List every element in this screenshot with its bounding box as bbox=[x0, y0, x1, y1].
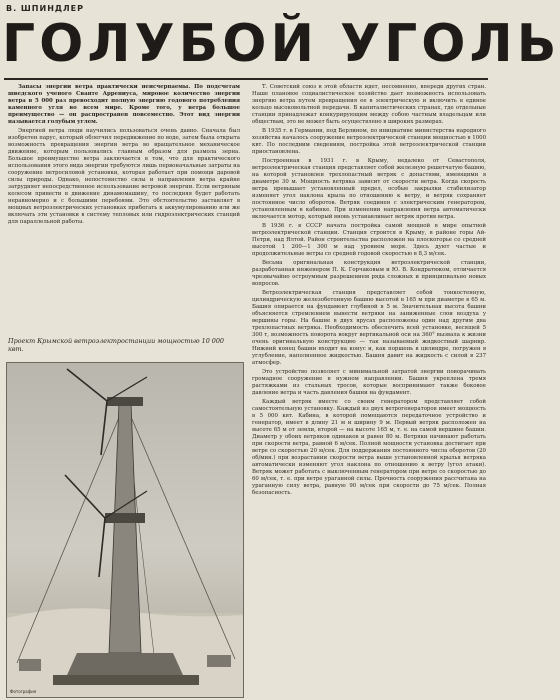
wind-station-illustration bbox=[6, 362, 244, 698]
body-paragraph: Весьма оригинальная конструкция ветроэлектрической станции, разработанная инженером П. К. Горчаковым и Ю. В. Кондратюком, отличается чрезвычайно остроумным разрешением ряда сложных и принципиально новых вопросов. bbox=[252, 260, 486, 287]
body-paragraph: Это устройство позволяет с минимальной затратой энергии поворачивать громадное сооружение в нужном направлении. Башня укреплена тремя растяжками из стальных тросов, которые воспринимают также боковое давление ветра и часть давления башни на фундамент. bbox=[252, 369, 486, 396]
body-paragraph: Построенная в 1931 г. в Крыму, недалеко от Севастополя, ветроэлектрическая станция представляет собой железную решетчатую башню, на которой установлен трехлопастный ветряк с допастями, имеющими в диаметре 30 м. Мощность ветряка зависит от скорости ветра. Когда скорость ветра превышает установленный предел, особые закрылки стабилизатор изменяет угол наклона крыла по отношению к ветру, и ветряк сохраняет постоянное число оборотов. Ветряк соединен с электрическим генератором, установленным в кабинке. При изменении направления ветра автоматически включается мотор, который вновь устанавливает ветряк против ветра. bbox=[252, 158, 486, 220]
lead-paragraph: Запасы энергии ветра практически неисчерпаемы. По подсчетам шведского ученого Сванте Аррениуса, мировое количество энергии ветра в 5 000 раз превосходит полную энергию годового потребления каменного угля во всем мире. Кроме того, у ветра большое преимущество — он распространен повсеместно. Этот вид энергии называется голубым углем. bbox=[8, 84, 240, 125]
right-text-column bbox=[252, 84, 486, 696]
body-paragraph: Энергией ветра люди научились пользоваться очень давно. Сначала был изобретен парус, который облегчил передвижение по воде, затем была открыта возможность превращения энергии ветра во вращательное механическое движение, которым пользовались главным образом для размола зерна. Большое преимущество ветра заключается в том, что для практического использования этого вида энергии требуются лишь первоначальные затраты на сооружение ветросиловой установки, которая работает при помощи даровой силы природы. Однако, непостоянство силы и направления ветра крайне затрудняет непосредственное использование ветровой энергии. Если ветряным колесом привести в движение динамомашину, то последняя будет работать неравномерно и с большими перебоями. Это обстоятельство заставляет в мощных ветроэлектрических установках прибегать к аккумулированию или же включать эти установки в систему тепловых или гидроэлектрических станций для параллельной работы. bbox=[8, 128, 240, 225]
body-paragraph: Каждый ветряк вместе со своим генератором представляет собой самостоятельную установку. Каждый из двух ветрогенераторов имеет мощность в 5 000 квт. Кабина, в которой помещаются передаточное устройство и генератор, имеет в длину 21 м и ширину 9 м. Первый ветряк расположен на высоте 65 м от земли, второй — на высоте 165 м, т. е. на самой вершине башни. Диаметр у обоих ветряков одинаков и равен 80 м. Ветряки начинают работать при скорости ветра, равной 6 м/сек. Полной мощности установка достигает при ветре со скоростью 20 м/сек. Для поддержания постоянного числа оборотов (20 об/мин.) при возрастании скорости ветра выше установленной крылья ветряка автоматически изменяют угол наклона по отношению к ветру (угол атаки). Ветряк может работать с выключенным генератором при ветре со скоростью до 60 м/сек, т. е. при ветре ураганной силы. Прочность сооружения рассчитана на ураганную силу ветра, равную 90 м/сек при скорости до 75 м/сек. Полная безопасность. bbox=[252, 399, 486, 496]
left-text-column bbox=[8, 84, 240, 334]
tower-drawing bbox=[7, 363, 243, 697]
title-rule bbox=[4, 78, 488, 80]
body-paragraph: Т. Советский союз в этой области идет, несомненно, впереди других стран. Наше плановое социалистическое хозяйство дает возможность использовать энергию ветра путем превращения ее в электрическую и включить в единое кольцо высоковольтной передачи. В капиталистических странах, где отдельные станции принадлежат конкурирующим между собою частным владельцам или обществам, это не может быть осуществлено в широких размерах. bbox=[252, 84, 486, 125]
article-title: ГОЛУБОЙ УГОЛЬ bbox=[2, 14, 560, 74]
photo-caption: Проект Крымской ветроэлектростанции мощностью 10 000 квт. bbox=[8, 337, 224, 353]
body-paragraph: В 1936 г. в СССР начата постройка самой мощной в мире опытной ветроэлектрической станции. Станция строится в Крыму, в районе горы Ай-Петри, над Ялтой. Район строительства расположен на плоскогорье со средней высотой 1 200—1 300 м над уровнем моря. Здесь дуют частые и продолжительные ветры со средней годовой скоростью в 8,3 м/сек. bbox=[252, 223, 486, 257]
body-paragraph: Ветроэлектрическая станция представляет собой тонкостенную, цилиндрическую железобетонную башню высотой в 165 м при диаметре в 65 м. Башня опирается на фундамент глубиной в 5 м. Значительная высота башни объясняется стремлением вынести ветряки на заниженные слои воздуха у вершины горы. На башне в двух ярусах расположены один над другим два трехлопастных ветряка. Необходимость обеспечить всей установке, весящей 5 300 т, возможность поворота вокруг вертикальной оси на 360° вызвала к жизни очень оригинальную конструкцию — так называемый жидкостный шарнир. Нижний конец башни входит на конус и, как поршень в цилиндре, погружен в углубление, наполненное жидкостью. Башня давит на жидкость с силой в 237 атмосфер. bbox=[252, 290, 486, 366]
author-name: В. ШПИНДЛЕР bbox=[6, 4, 84, 13]
body-paragraph: В 1935 г. в Германии, под Берлином, по инициативе министерства народного хозяйства началось сооружение ветроэлектрической станции мощностью в 1000 квт. По последним сведениям, постройка этой ветроэлектрической станции приостановлена. bbox=[252, 128, 486, 155]
photo-credit: Фотография bbox=[10, 689, 37, 694]
